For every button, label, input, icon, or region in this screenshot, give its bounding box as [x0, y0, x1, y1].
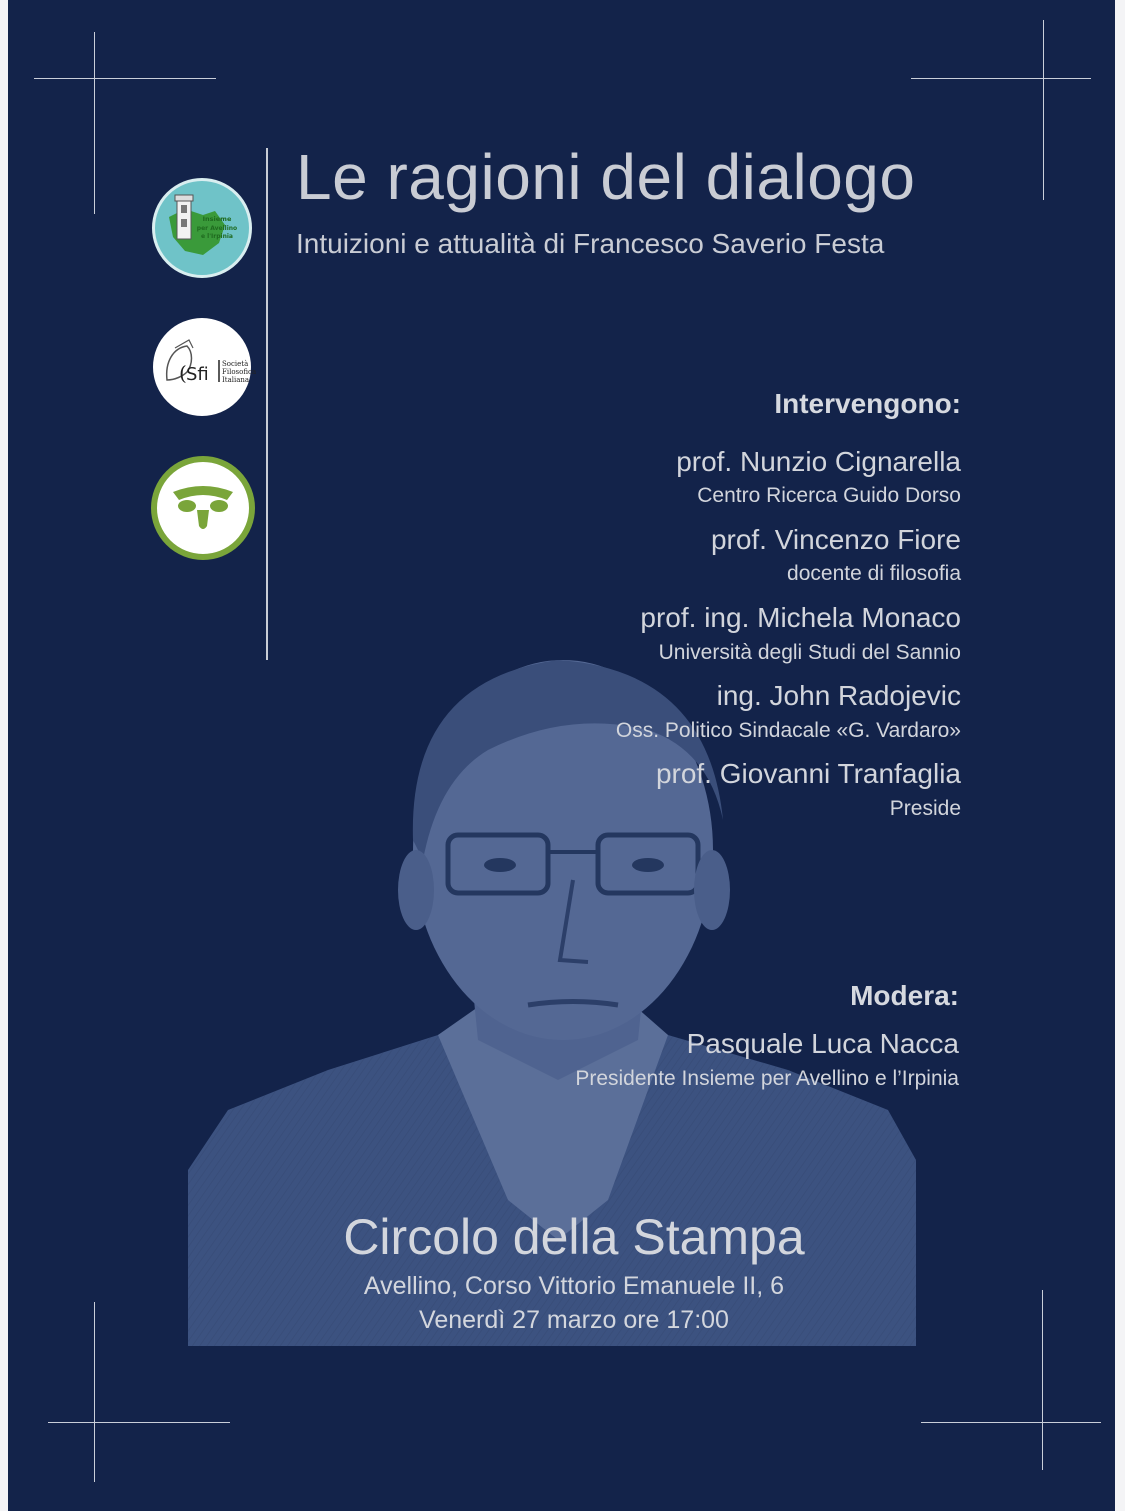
moderator-name: Pasquale Luca Nacca [686, 1028, 959, 1059]
svg-text:Italiana: Italiana [222, 376, 250, 384]
crop-mark-top-right-h [911, 78, 1091, 79]
speaker-name: ing. John Radojevic [716, 680, 961, 711]
crop-mark-bottom-left-h [48, 1422, 230, 1423]
crop-mark-bottom-right-h [921, 1422, 1101, 1423]
speaker-name: prof. Giovanni Tranfaglia [655, 758, 961, 789]
poster-title: Le ragioni del dialogo [296, 141, 916, 213]
svg-text:e l'Irpinia: e l'Irpinia [201, 233, 233, 240]
crop-mark-bottom-right-v [1042, 1290, 1043, 1470]
divider-line [266, 148, 268, 660]
svg-text:per Avellino: per Avellino [196, 225, 238, 232]
crop-mark-top-left-v [94, 32, 95, 214]
moderator-role: Presidente Insieme per Avellino e l’Irpinia [575, 1067, 959, 1090]
speakers-heading: Intervengono: [774, 388, 961, 419]
svg-text:Società: Società [222, 360, 249, 368]
speaker-role: Università degli Studi del Sannio [658, 641, 961, 664]
venue-address: Avellino, Corso Vittorio Emanuele II, 6 [363, 1272, 785, 1300]
crop-mark-top-right-v [1043, 20, 1044, 200]
crop-mark-top-left-h [34, 78, 216, 79]
speaker-role: Oss. Politico Sindacale «G. Vardaro» [615, 719, 961, 742]
speaker-name: prof. Vincenzo Fiore [710, 524, 961, 555]
crop-mark-bottom-left-v [94, 1302, 95, 1482]
svg-text:Insieme: Insieme [202, 215, 232, 223]
insieme-avellino-logo [152, 178, 252, 278]
event-date: Venerdì 27 marzo ore 17:00 [419, 1306, 729, 1334]
speaker-name: prof. Nunzio Cignarella [676, 446, 961, 477]
svg-text:(: ( [179, 361, 187, 385]
sfi-logo [153, 318, 257, 416]
owl-logo [151, 456, 255, 560]
svg-text:Filosofica: Filosofica [222, 368, 257, 376]
speaker-role: Preside [889, 797, 961, 820]
moderator-heading: Modera: [850, 980, 959, 1011]
venue-name: Circolo della Stampa [343, 1209, 805, 1265]
svg-text:Sfi: Sfi [186, 364, 209, 385]
speaker-name: prof. ing. Michela Monaco [640, 602, 961, 633]
poster-subtitle: Intuizioni e attualità di Francesco Saverio Festa [296, 228, 885, 259]
speaker-role: Centro Ricerca Guido Dorso [697, 484, 961, 507]
speaker-role: docente di filosofia [787, 562, 961, 585]
event-poster [8, 0, 1115, 1511]
